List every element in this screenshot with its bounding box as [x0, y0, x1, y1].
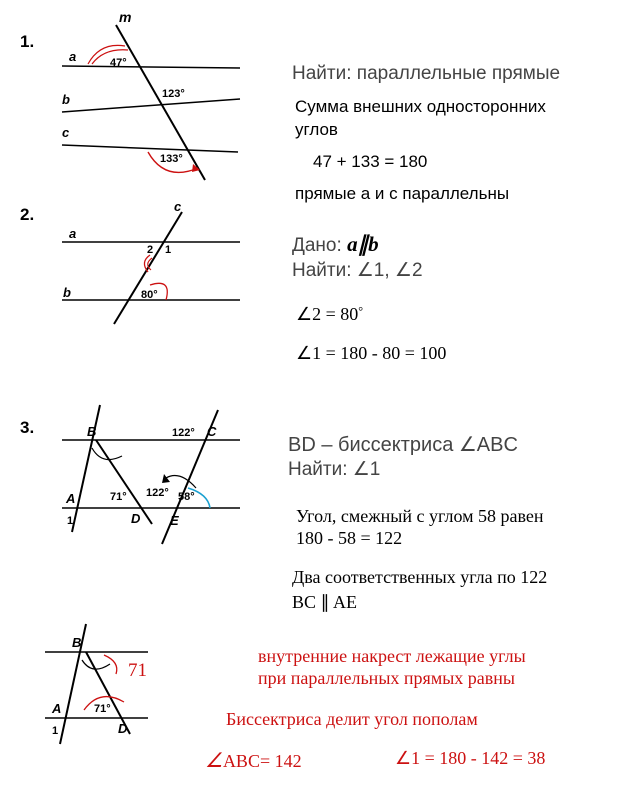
label-A-3: A: [66, 491, 76, 506]
solution-1-line-4: прямые а и с параллельны: [295, 184, 510, 203]
equation-abc-text: ABC= 142: [222, 751, 302, 771]
solution-2-line-1: [296, 304, 363, 325]
label-c-1: c: [62, 125, 70, 140]
line-b-1: [62, 99, 240, 112]
line-c-1: [62, 145, 238, 152]
bisector-bd-3: [96, 440, 152, 524]
arrow-58-head: [162, 474, 170, 483]
label-1: 1: [165, 244, 172, 256]
label-m-1: m: [119, 9, 132, 25]
task-2: Найти: ∠1, ∠2: [292, 260, 423, 281]
equation-abc: [205, 748, 302, 773]
angle-122-top: 122°: [172, 427, 195, 439]
label-D-bottom: D: [118, 721, 128, 736]
solution-2-line-2: ∠1 = 180 - 80 = 100: [296, 343, 447, 363]
angle-80-label: 80°: [141, 289, 158, 301]
label-1-3: 1: [67, 515, 74, 527]
solution-3-line-1: Угол, смежный с углом 58 равен: [296, 506, 544, 526]
given-2-expr: a∥b: [347, 232, 379, 256]
solution-3-line-3: Два соответственных угла по 122: [292, 567, 548, 587]
note-3: Биссектриса делит угол пополам: [226, 709, 478, 729]
diagram-2: [62, 199, 240, 324]
degree-1: °: [358, 304, 364, 318]
solution-3-line-2: 180 - 58 = 122: [296, 528, 403, 548]
solution-1-line-2: углов: [295, 120, 338, 139]
angle-icon: ∠: [205, 750, 223, 772]
given-2-prefix: Дано:: [292, 235, 348, 256]
solution-3-line-4: BC ∥ AE: [292, 592, 358, 612]
label-a-1: a: [69, 49, 77, 64]
diagram-3: [62, 405, 240, 544]
label-b-2: b: [63, 285, 71, 300]
angle-122-3: 122°: [146, 487, 169, 499]
angle-71-3: 71°: [110, 491, 127, 503]
arc-b-bottom: [82, 660, 110, 669]
label-2: 2: [147, 244, 154, 256]
label-C-3: C: [207, 424, 217, 439]
problem-number-2: 2.: [20, 205, 35, 224]
line-a-1: [62, 66, 240, 68]
angle-47-label: 47°: [110, 57, 127, 69]
diagram-1: [62, 9, 240, 180]
problem-number-1: 1.: [20, 32, 35, 51]
label-b-1: b: [62, 92, 70, 107]
angle-58-3: 58°: [178, 491, 195, 503]
label-B-3: B: [87, 424, 97, 439]
label-D-3: D: [131, 511, 141, 526]
label-a-2: a: [69, 226, 77, 241]
label-E-3: E: [170, 513, 179, 528]
task-3: Найти: ∠1: [288, 459, 381, 480]
solution-2-line-1-text: ∠2 = 80: [296, 304, 359, 324]
note-1: внутренние накрест лежащие углы: [258, 646, 526, 666]
red-71-label: 71: [128, 660, 147, 681]
task-1: Найти: параллельные прямые: [292, 63, 561, 84]
angle-123-label: 123°: [162, 88, 185, 100]
line-c-2: [114, 212, 182, 324]
given-2: [292, 232, 379, 257]
label-B-bottom: B: [72, 635, 82, 650]
angle-133-label: 133°: [160, 153, 183, 165]
solution-1-line-3: 47 + 133 = 180: [313, 152, 428, 171]
label-A-bottom: A: [52, 701, 62, 716]
arrow-58: [166, 476, 196, 488]
label-c-2: c: [174, 199, 182, 214]
solution-1-line-1: Сумма внешних односторонних: [295, 97, 546, 116]
given-3: BD – биссектриса ∠ABC: [288, 434, 518, 456]
angle-71-bottom: 71°: [94, 703, 111, 715]
note-2: при параллельных прямых равны: [258, 668, 516, 688]
label-1-bottom: 1: [52, 725, 59, 737]
problem-number-3: 3.: [20, 418, 35, 437]
diagram-bottom: [45, 624, 148, 744]
arc-red-bottom: [104, 655, 117, 674]
equation-1: ∠1 = 180 - 142 = 38: [395, 748, 546, 768]
